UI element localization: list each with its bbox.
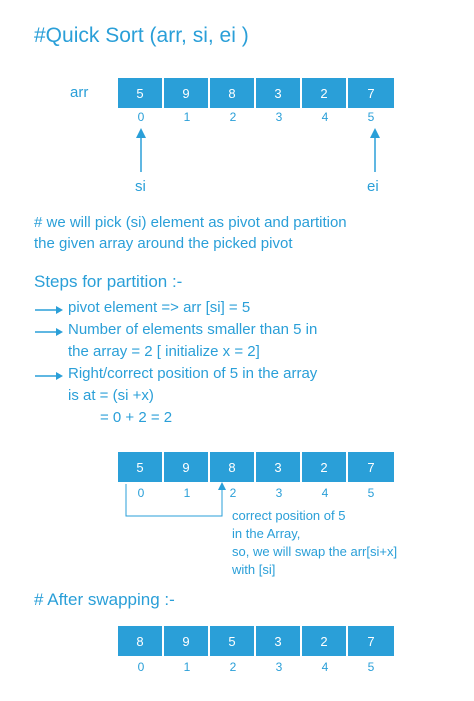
- array-3-cell: 9: [164, 626, 210, 656]
- array-1-index: 4: [321, 110, 329, 124]
- step-1-text: pivot element => arr [si] = 5: [68, 299, 251, 316]
- description-line-1: # we will pick (si) element as pivot and partition: [34, 214, 347, 231]
- array-3-index: 5: [367, 660, 375, 674]
- array-2-cell: 5: [118, 452, 164, 482]
- array-3-cell: 2: [302, 626, 348, 656]
- array-2-cell: 7: [348, 452, 394, 482]
- array-2-cell: 8: [210, 452, 256, 482]
- array-3-cell: 7: [348, 626, 394, 656]
- array-1-index: 2: [229, 110, 237, 124]
- array-2-index: 2: [229, 486, 237, 500]
- page-title: #Quick Sort (arr, si, ei ): [34, 24, 249, 47]
- array-1-cell: 5: [118, 78, 164, 108]
- array-label: arr: [70, 84, 89, 101]
- array-3-cell: 3: [256, 626, 302, 656]
- array-2-index: 5: [367, 486, 375, 500]
- array-1-cell: 7: [348, 78, 394, 108]
- array-1-index: 3: [275, 110, 283, 124]
- array-2-index: 4: [321, 486, 329, 500]
- swap-note-line-4: with [si]: [232, 562, 276, 577]
- step-3-text-line-1: Right/correct position of 5 in the array: [68, 365, 318, 382]
- array-2-cell: 9: [164, 452, 210, 482]
- array-3-index: 2: [229, 660, 237, 674]
- array-3-indices: [118, 660, 394, 674]
- array-1-cell: 9: [164, 78, 210, 108]
- array-1-cell: 3: [256, 78, 302, 108]
- description-line-2: the given array around the picked pivot: [34, 235, 293, 252]
- array-3-cell: 5: [210, 626, 256, 656]
- array-3-index: 0: [137, 660, 145, 674]
- array-3-index: 4: [321, 660, 329, 674]
- array-1-index: 0: [137, 110, 145, 124]
- ei-label: ei: [367, 178, 379, 195]
- array-2-index: 0: [137, 486, 145, 500]
- step-2-text-line-1: Number of elements smaller than 5 in: [68, 321, 318, 338]
- array-3: [118, 626, 394, 656]
- step-3-text-line-3: = 0 + 2 = 2: [100, 409, 173, 426]
- array-2-index: 3: [275, 486, 283, 500]
- step-3-text-line-2: is at = (si +x): [68, 387, 154, 404]
- step-2-text-line-2: the array = 2 [ initialize x = 2]: [68, 343, 260, 360]
- array-1-index: 5: [367, 110, 375, 124]
- steps-title: Steps for partition :-: [34, 272, 183, 291]
- array-3-index: 3: [275, 660, 283, 674]
- array-1-cell: 2: [302, 78, 348, 108]
- array-2-cell: 2: [302, 452, 348, 482]
- after-swapping-title: # After swapping :-: [34, 590, 175, 609]
- array-2-cell: 3: [256, 452, 302, 482]
- swap-note-line-1: correct position of 5: [232, 508, 346, 523]
- array-1-cell: 8: [210, 78, 256, 108]
- array-3-cell: 8: [118, 626, 164, 656]
- array-3-index: 1: [183, 660, 191, 674]
- array-2-index: 1: [183, 486, 191, 500]
- si-label: si: [135, 178, 146, 195]
- swap-note-line-3: so, we will swap the arr[si+x]: [232, 544, 398, 559]
- array-1-index: 1: [183, 110, 191, 124]
- swap-note-line-2: in the Array,: [232, 526, 301, 541]
